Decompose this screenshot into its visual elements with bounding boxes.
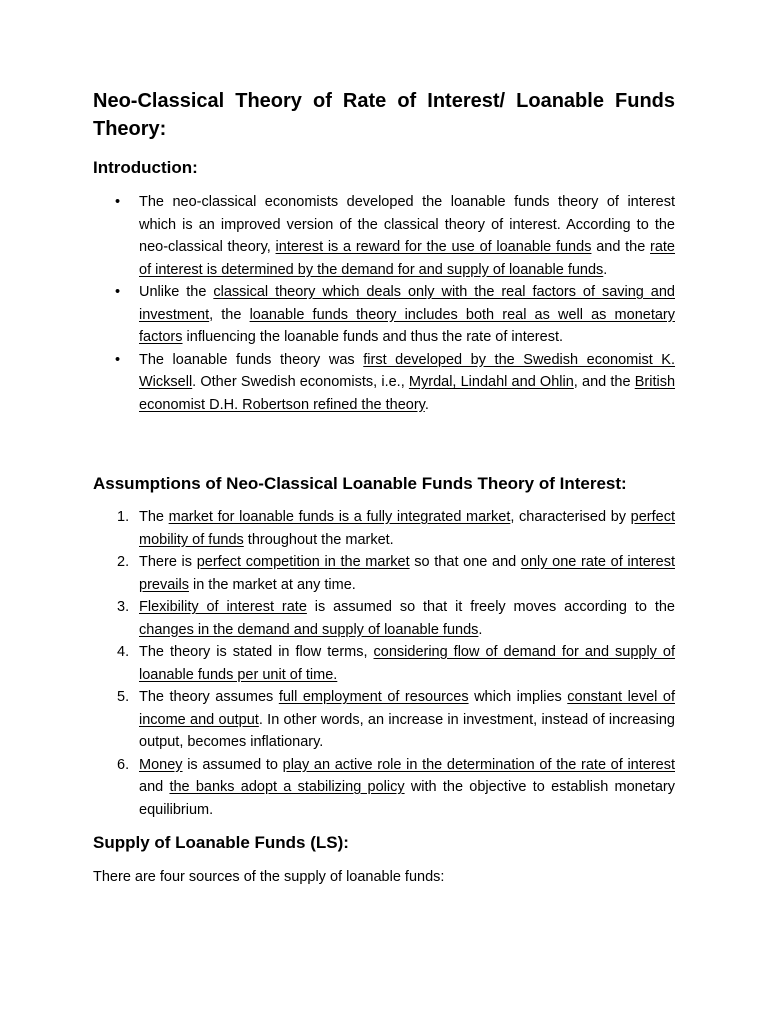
assumption-item bbox=[93, 641, 675, 686]
text-run: The neo-classical economists developed the loanable funds theory of interest which is an improved version of the classical theory of interest. According to the neo-classical theory, bbox=[139, 194, 675, 255]
text-run: . In other words, an increase in investment, instead of increasing output, becomes inflationary. bbox=[139, 711, 675, 750]
text-run: which implies bbox=[468, 689, 568, 705]
text-run: with the objective to establish monetary equilibrium. bbox=[139, 779, 675, 818]
text-run: . Other Swedish economists, i.e., bbox=[192, 374, 409, 390]
text-run: . bbox=[478, 621, 483, 638]
page-title: Neo-Classical Theory of Rate of Interest/ Loanable Funds Theory: bbox=[93, 90, 675, 140]
text-run: so that one and bbox=[409, 554, 521, 570]
text-run: . bbox=[603, 261, 608, 278]
text-run: The bbox=[139, 509, 169, 525]
assumption-item bbox=[93, 551, 675, 596]
assumption-item bbox=[93, 596, 675, 641]
text-run: , the bbox=[209, 306, 250, 323]
bullet-icon: • bbox=[115, 194, 121, 210]
supply-heading: Supply of Loanable Funds (LS): bbox=[93, 833, 349, 852]
text-run: and the bbox=[591, 239, 651, 255]
underlined-phrase: play an active role in the determination of the rate of interest bbox=[282, 756, 675, 773]
underlined-phrase: full employment of resources bbox=[278, 689, 469, 705]
text-run: , and the bbox=[573, 374, 635, 390]
item-number: 5. bbox=[117, 689, 130, 705]
text-run: throughout the market. bbox=[243, 531, 394, 548]
text-run: The loanable funds theory was bbox=[139, 351, 364, 368]
underlined-phrase: rate of interest is determined by the demand for and supply of loanable funds bbox=[139, 239, 676, 278]
assumption-item bbox=[93, 506, 675, 551]
item-number: 4. bbox=[117, 644, 130, 660]
text-run: There is bbox=[139, 554, 197, 570]
assumptions-numbered-list bbox=[93, 506, 675, 821]
underlined-phrase: Flexibility of interest rate bbox=[139, 599, 307, 615]
underlined-phrase: Money bbox=[139, 756, 183, 773]
assumptions-heading: Assumptions of Neo-Classical Loanable Funds Theory of Interest: bbox=[93, 474, 627, 493]
underlined-phrase: perfect competition in the market bbox=[196, 554, 410, 570]
underlined-phrase: considering flow of demand for and supply of loanable funds per unit of time. bbox=[139, 644, 675, 683]
text-run: The theory is stated in flow terms, bbox=[139, 644, 374, 660]
underlined-phrase: only one rate of interest prevails bbox=[139, 554, 675, 593]
underlined-phrase: British economist D.H. Robertson refined the theory bbox=[139, 374, 676, 413]
introduction-bullet-item bbox=[93, 349, 675, 417]
introduction-bullet-list bbox=[93, 191, 675, 416]
underlined-phrase: Myrdal, Lindahl and Ohlin bbox=[408, 374, 574, 390]
introduction-heading: Introduction: bbox=[93, 158, 198, 177]
text-run: . bbox=[424, 396, 429, 413]
text-run: is assumed so that it freely moves according to the bbox=[306, 599, 675, 615]
text-run: , characterised by bbox=[510, 509, 631, 525]
item-number: 2. bbox=[117, 554, 130, 570]
underlined-phrase: first developed by the Swedish economist K. Wicksell bbox=[139, 351, 676, 390]
underlined-phrase: classical theory which deals only with the real factors of saving and investment bbox=[139, 284, 675, 323]
bullet-icon: • bbox=[115, 351, 121, 368]
underlined-phrase: the banks adopt a stabilizing policy bbox=[169, 779, 405, 795]
introduction-bullet-item bbox=[93, 191, 675, 281]
item-number: 3. bbox=[117, 599, 130, 615]
item-number: 1. bbox=[117, 509, 130, 525]
underlined-phrase: perfect mobility of funds bbox=[139, 509, 675, 548]
introduction-bullet-item bbox=[93, 281, 675, 349]
underlined-phrase: changes in the demand and supply of loanable funds bbox=[139, 621, 479, 638]
text-run: The theory assumes bbox=[139, 689, 279, 705]
supply-intro-text: There are four sources of the supply of loanable funds: bbox=[93, 869, 445, 885]
underlined-phrase: market for loanable funds is a fully integrated market bbox=[168, 509, 511, 525]
underlined-phrase: interest is a reward for the use of loanable funds bbox=[275, 239, 592, 255]
underlined-phrase: constant level of income and output bbox=[139, 689, 675, 728]
text-run: is assumed to bbox=[182, 756, 283, 773]
item-number: 6. bbox=[117, 756, 130, 773]
text-run: and bbox=[139, 779, 170, 795]
text-run: Unlike the bbox=[139, 284, 214, 300]
text-run: influencing the loanable funds and thus the rate of interest. bbox=[182, 329, 563, 345]
assumption-item bbox=[93, 686, 675, 754]
assumption-item bbox=[93, 754, 675, 822]
bullet-icon: • bbox=[115, 284, 121, 300]
underlined-phrase: loanable funds theory includes both real as well as monetary factors bbox=[139, 306, 675, 345]
text-run: in the market at any time. bbox=[188, 576, 356, 593]
